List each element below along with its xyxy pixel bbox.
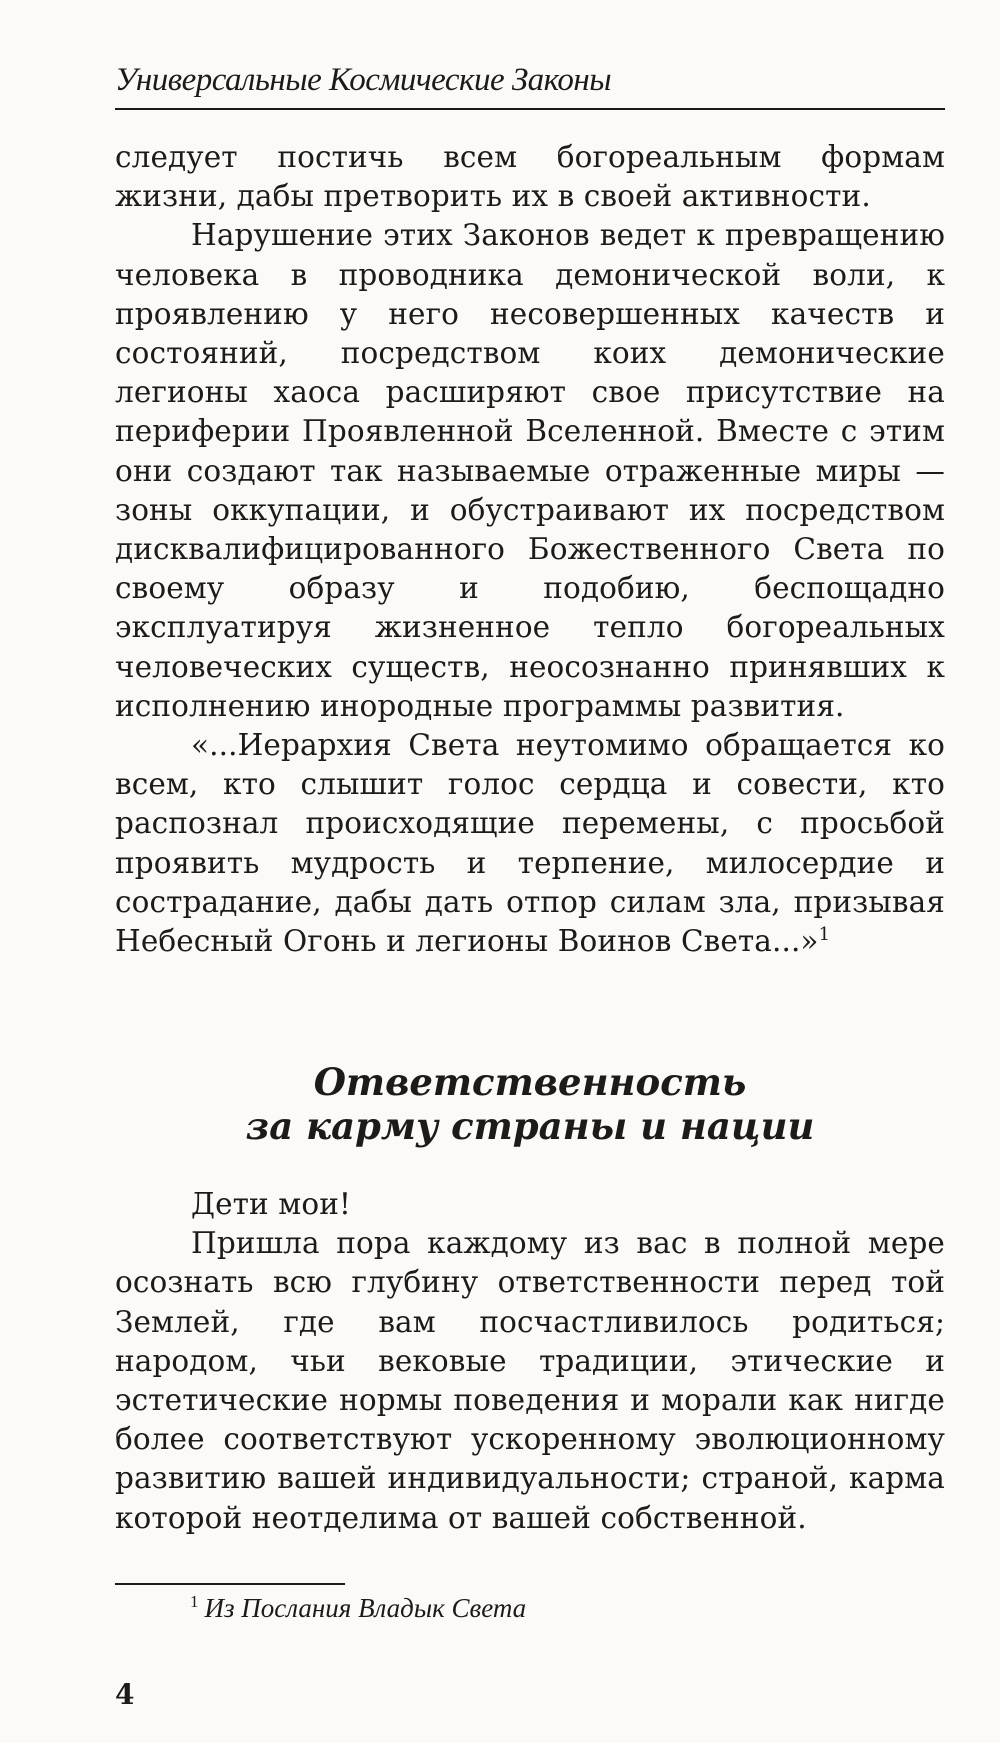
header-rule [115,108,945,110]
paragraph: следует постичь всем богореальным формам жизни, дабы претворить их в своей активности. [115,140,945,214]
body-text-top [115,138,945,961]
paragraph: Дети мои! [191,1187,351,1221]
quote-paragraph [115,726,945,961]
quote-text: «...Иерархия Света неутомимо обращается ко всем, кто слышит голос сердца и совести, кто распознал происходящие перемены, с просьбой проявить мудрость и терпение, милосердие и сострадание, дабы дать отпор силам зла, призывая Небесный Огонь и легионы Воинов Света...» [115,728,945,959]
footnote-marker: 1 [190,1592,199,1611]
paragraph: Нарушение этих Законов ведет к превращению человека в проводника демонической воли, к проявлению у него несовершенных качеств и состояний, посредством коих демонические легионы хаоса расширяют свое присутствие на периферии Проявленной Вселенной. Вместе с этим они создают так называемые отраженные миры — зоны оккупации, и обустраивают их посредством дисквалифицированного Божественного Света по своему образу и подобию, беспощадно эксплуатируя жизненное тепло богореальных человеческих существ, неосознанно принявших к исполнению инородные программы развития. [115,218,945,723]
heading-line-2: за карму страны и нации [245,1104,815,1148]
heading-line-1: Ответственность [313,1060,747,1104]
running-head: Универсальные Космические Законы [115,62,612,98]
footnote-reference: 1 [818,924,831,946]
footnote-rule [115,1583,345,1585]
footnote [190,1592,526,1624]
body-text-bottom [115,1185,945,1538]
section-heading [115,1060,945,1148]
page-number: 4 [115,1678,135,1711]
footnote-text: Из Послания Владык Света [204,1593,527,1623]
paragraph: Пришла пора каждому из вас в полной мере осознать всю глубину ответственности перед той Землей, где вам посчастливилось родиться; народом, чьи вековые традиции, этические и эстетические нормы поведения и морали как нигде более соответствуют ускоренному эволюционному развитию вашей индивидуальности; страной, карма которой неотделима от вашей собственной. [115,1226,945,1535]
